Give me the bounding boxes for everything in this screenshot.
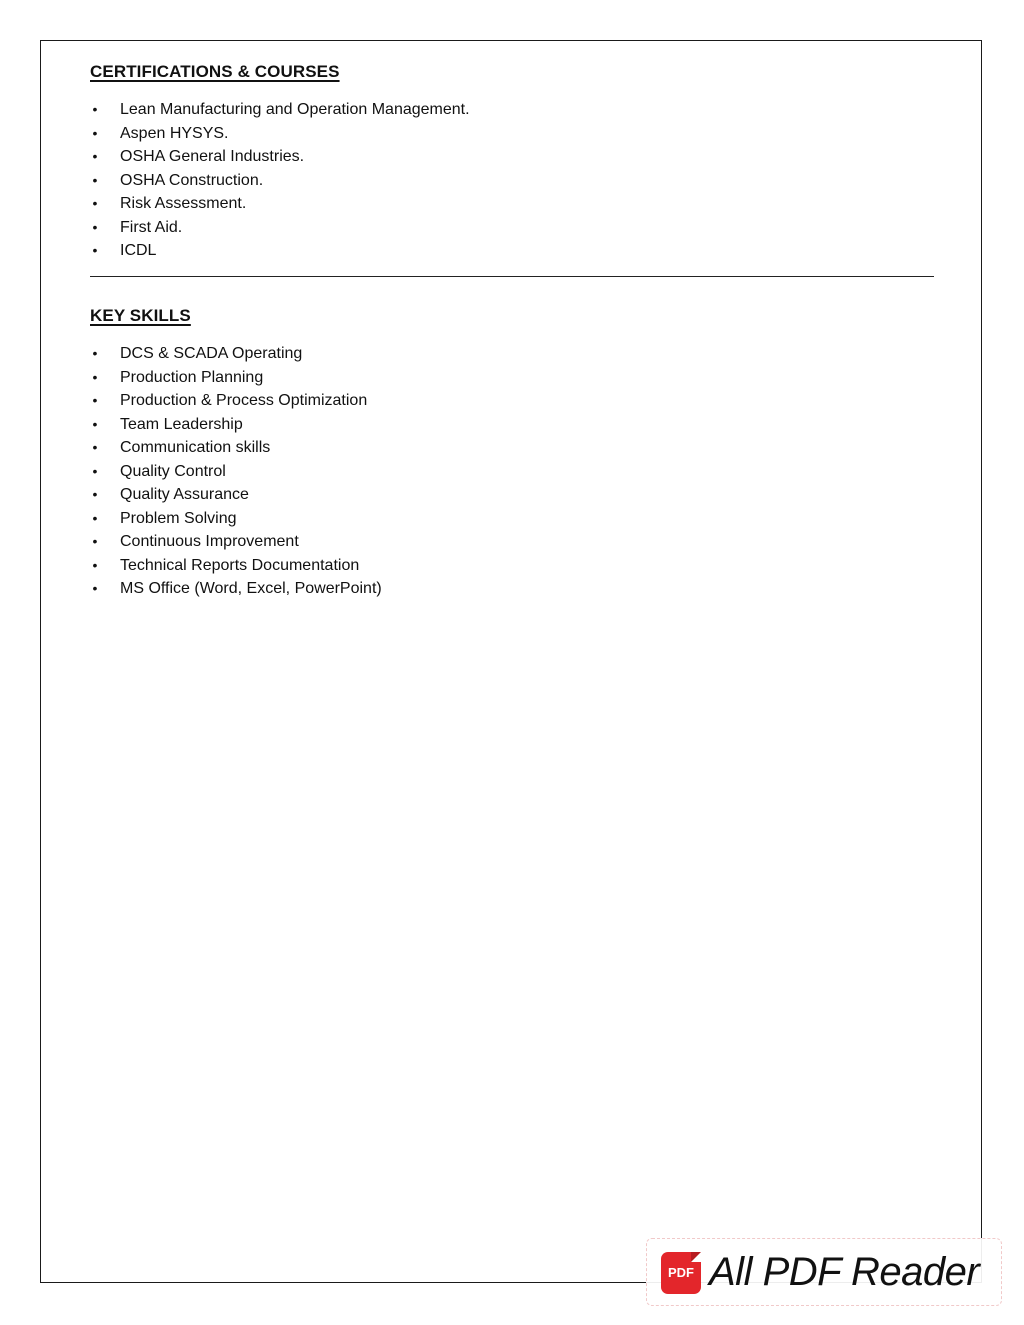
list-item: [90, 122, 934, 146]
list-item-text: Continuous Improvement: [120, 533, 299, 550]
certifications-heading: CERTIFICATIONS & COURSES: [90, 62, 340, 81]
list-item: [90, 577, 934, 601]
list-item-text: Quality Assurance: [120, 486, 249, 503]
bullet-icon: •: [92, 345, 98, 361]
bullet-icon: •: [92, 195, 98, 211]
app-watermark-badge[interactable]: [646, 1238, 1002, 1306]
list-item: [90, 483, 934, 507]
app-name: All PDF Reader: [709, 1250, 980, 1294]
list-item: [90, 460, 934, 484]
bullet-icon: •: [92, 462, 98, 479]
list-item: [90, 413, 934, 437]
list-item-text: Aspen HYSYS.: [120, 124, 229, 142]
bullet-icon: •: [92, 533, 98, 549]
bullet-icon: •: [92, 242, 98, 258]
pdf-icon-label: PDF: [668, 1265, 694, 1280]
list-item: [90, 554, 934, 578]
list-item: [90, 145, 934, 169]
list-item-text: First Aid.: [120, 218, 183, 236]
list-item: [90, 507, 934, 531]
list-item-text: Production Planning: [120, 368, 264, 386]
list-item-text: Production & Process Optimization: [120, 392, 368, 409]
list-item-text: Problem Solving: [120, 509, 237, 527]
list-item: [90, 192, 934, 216]
list-item: [90, 436, 934, 460]
list-item-text: DCS & SCADA Operating: [120, 345, 303, 362]
list-item: [90, 98, 934, 122]
bullet-icon: •: [92, 124, 98, 141]
bullet-icon: •: [92, 148, 98, 164]
list-item: [90, 239, 934, 263]
bullet-icon: •: [92, 218, 98, 235]
bullet-icon: •: [92, 101, 98, 117]
key-skills-section: [90, 306, 934, 601]
certifications-list: [90, 98, 934, 263]
bullet-icon: •: [92, 439, 98, 455]
pdf-file-icon: [661, 1252, 701, 1294]
list-item: [90, 389, 934, 413]
list-item-text: OSHA General Industries.: [120, 148, 305, 165]
list-item: [90, 366, 934, 390]
list-item: [90, 169, 934, 193]
page-fold: [691, 1252, 701, 1262]
bullet-icon: •: [92, 509, 98, 526]
list-item-text: MS Office (Word, Excel, PowerPoint): [120, 580, 382, 597]
section-divider: [90, 276, 934, 277]
bullet-icon: •: [92, 556, 98, 573]
key-skills-heading: KEY SKILLS: [90, 306, 191, 325]
key-skills-list: [90, 342, 934, 601]
bullet-icon: •: [92, 580, 98, 596]
bullet-icon: •: [92, 415, 98, 432]
list-item-text: Quality Control: [120, 462, 226, 480]
bullet-icon: •: [92, 486, 98, 502]
certifications-section: [90, 62, 934, 263]
list-item: [90, 216, 934, 240]
list-item: [90, 342, 934, 366]
bullet-icon: •: [92, 368, 98, 385]
list-item-text: Lean Manufacturing and Operation Management.: [120, 101, 470, 118]
list-item-text: Technical Reports Documentation: [120, 556, 360, 574]
list-item-text: ICDL: [120, 242, 157, 259]
list-item: [90, 530, 934, 554]
bullet-icon: •: [92, 171, 98, 188]
list-item-text: Communication skills: [120, 439, 271, 456]
bullet-icon: •: [92, 392, 98, 408]
list-item-text: Team Leadership: [120, 415, 243, 433]
list-item-text: Risk Assessment.: [120, 195, 247, 212]
list-item-text: OSHA Construction.: [120, 171, 264, 189]
